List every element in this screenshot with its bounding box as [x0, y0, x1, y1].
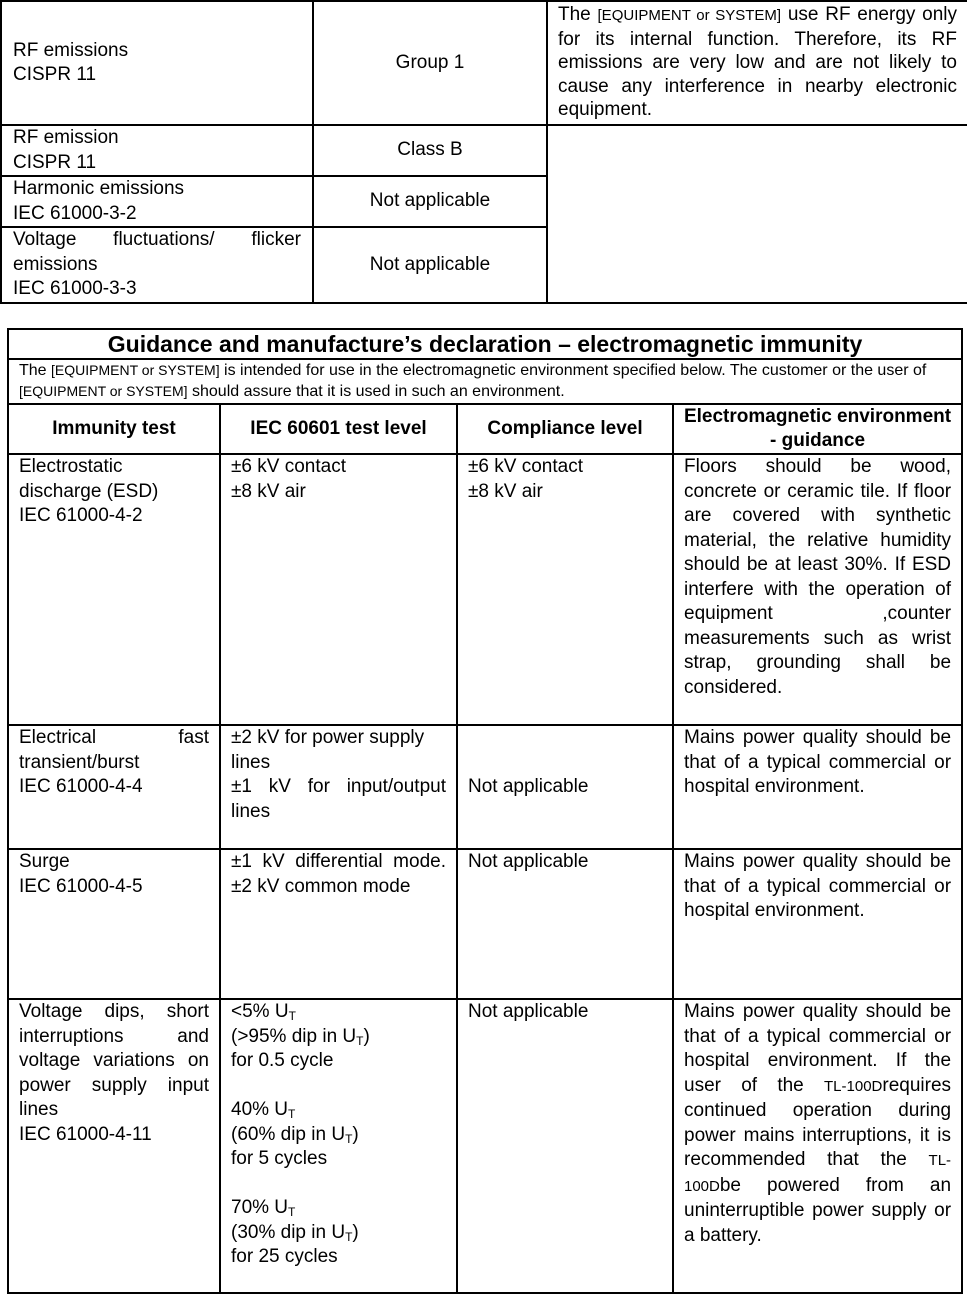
- header-immunity-test: Immunity test: [8, 404, 220, 454]
- emission-test-cell: [1, 227, 313, 303]
- table-row: [8, 725, 962, 849]
- emission-compliance: Not applicable: [313, 227, 547, 303]
- header-compliance-level: Compliance level: [457, 404, 673, 454]
- surge-compliance: Not applicable: [457, 849, 673, 999]
- emission-guidance-empty: [547, 125, 967, 303]
- dips-level: [220, 999, 457, 1293]
- dips-guidance: Mains power quality should be that of a typical commercial or hospital environment. If the user of the TL-100Drequires continued operation during power mains interruptions, it is recommended that the TL-100Dbe powered from an uninterruptible power supply or a battery.: [673, 999, 962, 1293]
- emission-test-standard: IEC 61000-3-2: [13, 202, 137, 224]
- esd-guidance: Floors should be wood, concrete or ceramic tile. If floor are covered with synthetic material, the relative humidity should be at least 30%. If ESD interfere with the operation of equipment ,counter measurements such as wrist strap, grounding shall be considered.: [673, 454, 962, 725]
- emission-test-standard: IEC 61000-3-3: [13, 278, 137, 299]
- header-test-level: IEC 60601 test level: [220, 404, 457, 454]
- eft-test: Electrical fast transient/burst IEC 61000-4-4: [8, 725, 220, 849]
- emission-test-cell: [1, 125, 313, 176]
- emission-test-standard: CISPR 11: [13, 151, 97, 173]
- model-name: TL-100D: [684, 1152, 952, 1195]
- eft-compliance: Not applicable: [457, 725, 673, 849]
- dip-level-block: 70% $U_T$ (30% dip in $U_T$) for 25 cycles: [231, 1197, 359, 1267]
- emission-compliance: Not applicable: [313, 176, 547, 227]
- surge-level: ±1 kV differential mode. ±2 kV common mode: [220, 849, 457, 999]
- immunity-table: [7, 328, 963, 1294]
- dip-level-block: <5% $U_T$ (>95% dip in $U_T$) for 0.5 cycle: [231, 1001, 370, 1071]
- esd-compliance: ±6 kV contact ±8 kV air: [457, 454, 673, 725]
- equipment-placeholder: [EQUIPMENT or SYSTEM]: [597, 7, 782, 24]
- dips-test: Voltage dips, short interruptions and voltage variations on power supply input lines IEC 61000-4-11: [8, 999, 220, 1293]
- table-row: [1, 1, 967, 125]
- emission-test-cell: [1, 1, 313, 125]
- emission-test-standard: CISPR 11: [13, 64, 97, 85]
- emissions-table: [0, 0, 967, 304]
- table-row: [8, 999, 962, 1293]
- table-row: [8, 359, 962, 404]
- table-row: [1, 125, 967, 176]
- table-row: [8, 849, 962, 999]
- table-row: [8, 454, 962, 725]
- model-name: TL-100D: [824, 1077, 883, 1095]
- table-title: Guidance and manufacture’s declaration – electromagnetic immunity: [8, 329, 962, 359]
- emission-test-cell: [1, 176, 313, 227]
- surge-guidance: Mains power quality should be that of a typical commercial or hospital environment.: [673, 849, 962, 999]
- esd-level: ±6 kV contact ±8 kV air: [220, 454, 457, 725]
- emission-test-name: RF emission: [13, 127, 119, 148]
- header-guidance: Electromagnetic environment - guidance: [673, 404, 962, 454]
- dip-level-block: 40% $U_T$ (60% dip in $U_T$) for 5 cycles: [231, 1099, 359, 1169]
- equipment-placeholder: [EQUIPMENT or SYSTEM]: [51, 362, 220, 378]
- eft-guidance: Mains power quality should be that of a typical commercial or hospital environment.: [673, 725, 962, 849]
- surge-test: Surge IEC 61000-4-5: [8, 849, 220, 999]
- esd-test: Electrostatic discharge (ESD) IEC 61000-4-2: [8, 454, 220, 725]
- equipment-placeholder: [EQUIPMENT or SYSTEM]: [19, 383, 188, 399]
- emission-guidance: The [EQUIPMENT or SYSTEM] use RF energy only for its internal function. Therefore, its RF emissions are very low and are not likely to cause any interference in nearby electronic equipment.: [547, 1, 967, 125]
- dips-compliance: Not applicable: [457, 999, 673, 1293]
- header-row: [8, 404, 962, 454]
- table-intro: The [EQUIPMENT or SYSTEM] is intended for use in the electromagnetic environment specified below. The customer or the user of [EQUIPMENT or SYSTEM] should assure that it is used in such an environment.: [8, 359, 962, 404]
- emission-compliance: Group 1: [313, 1, 547, 125]
- emission-compliance: Class B: [313, 125, 547, 176]
- emission-test-name: Voltage fluctuations/ flicker emissions: [13, 229, 301, 275]
- table-row: [8, 329, 962, 359]
- eft-level: ±2 kV for power supply lines ±1 kV for input/output lines: [220, 725, 457, 849]
- emission-test-name: Harmonic emissions: [13, 178, 185, 199]
- emission-test-name: RF emissions: [13, 39, 129, 61]
